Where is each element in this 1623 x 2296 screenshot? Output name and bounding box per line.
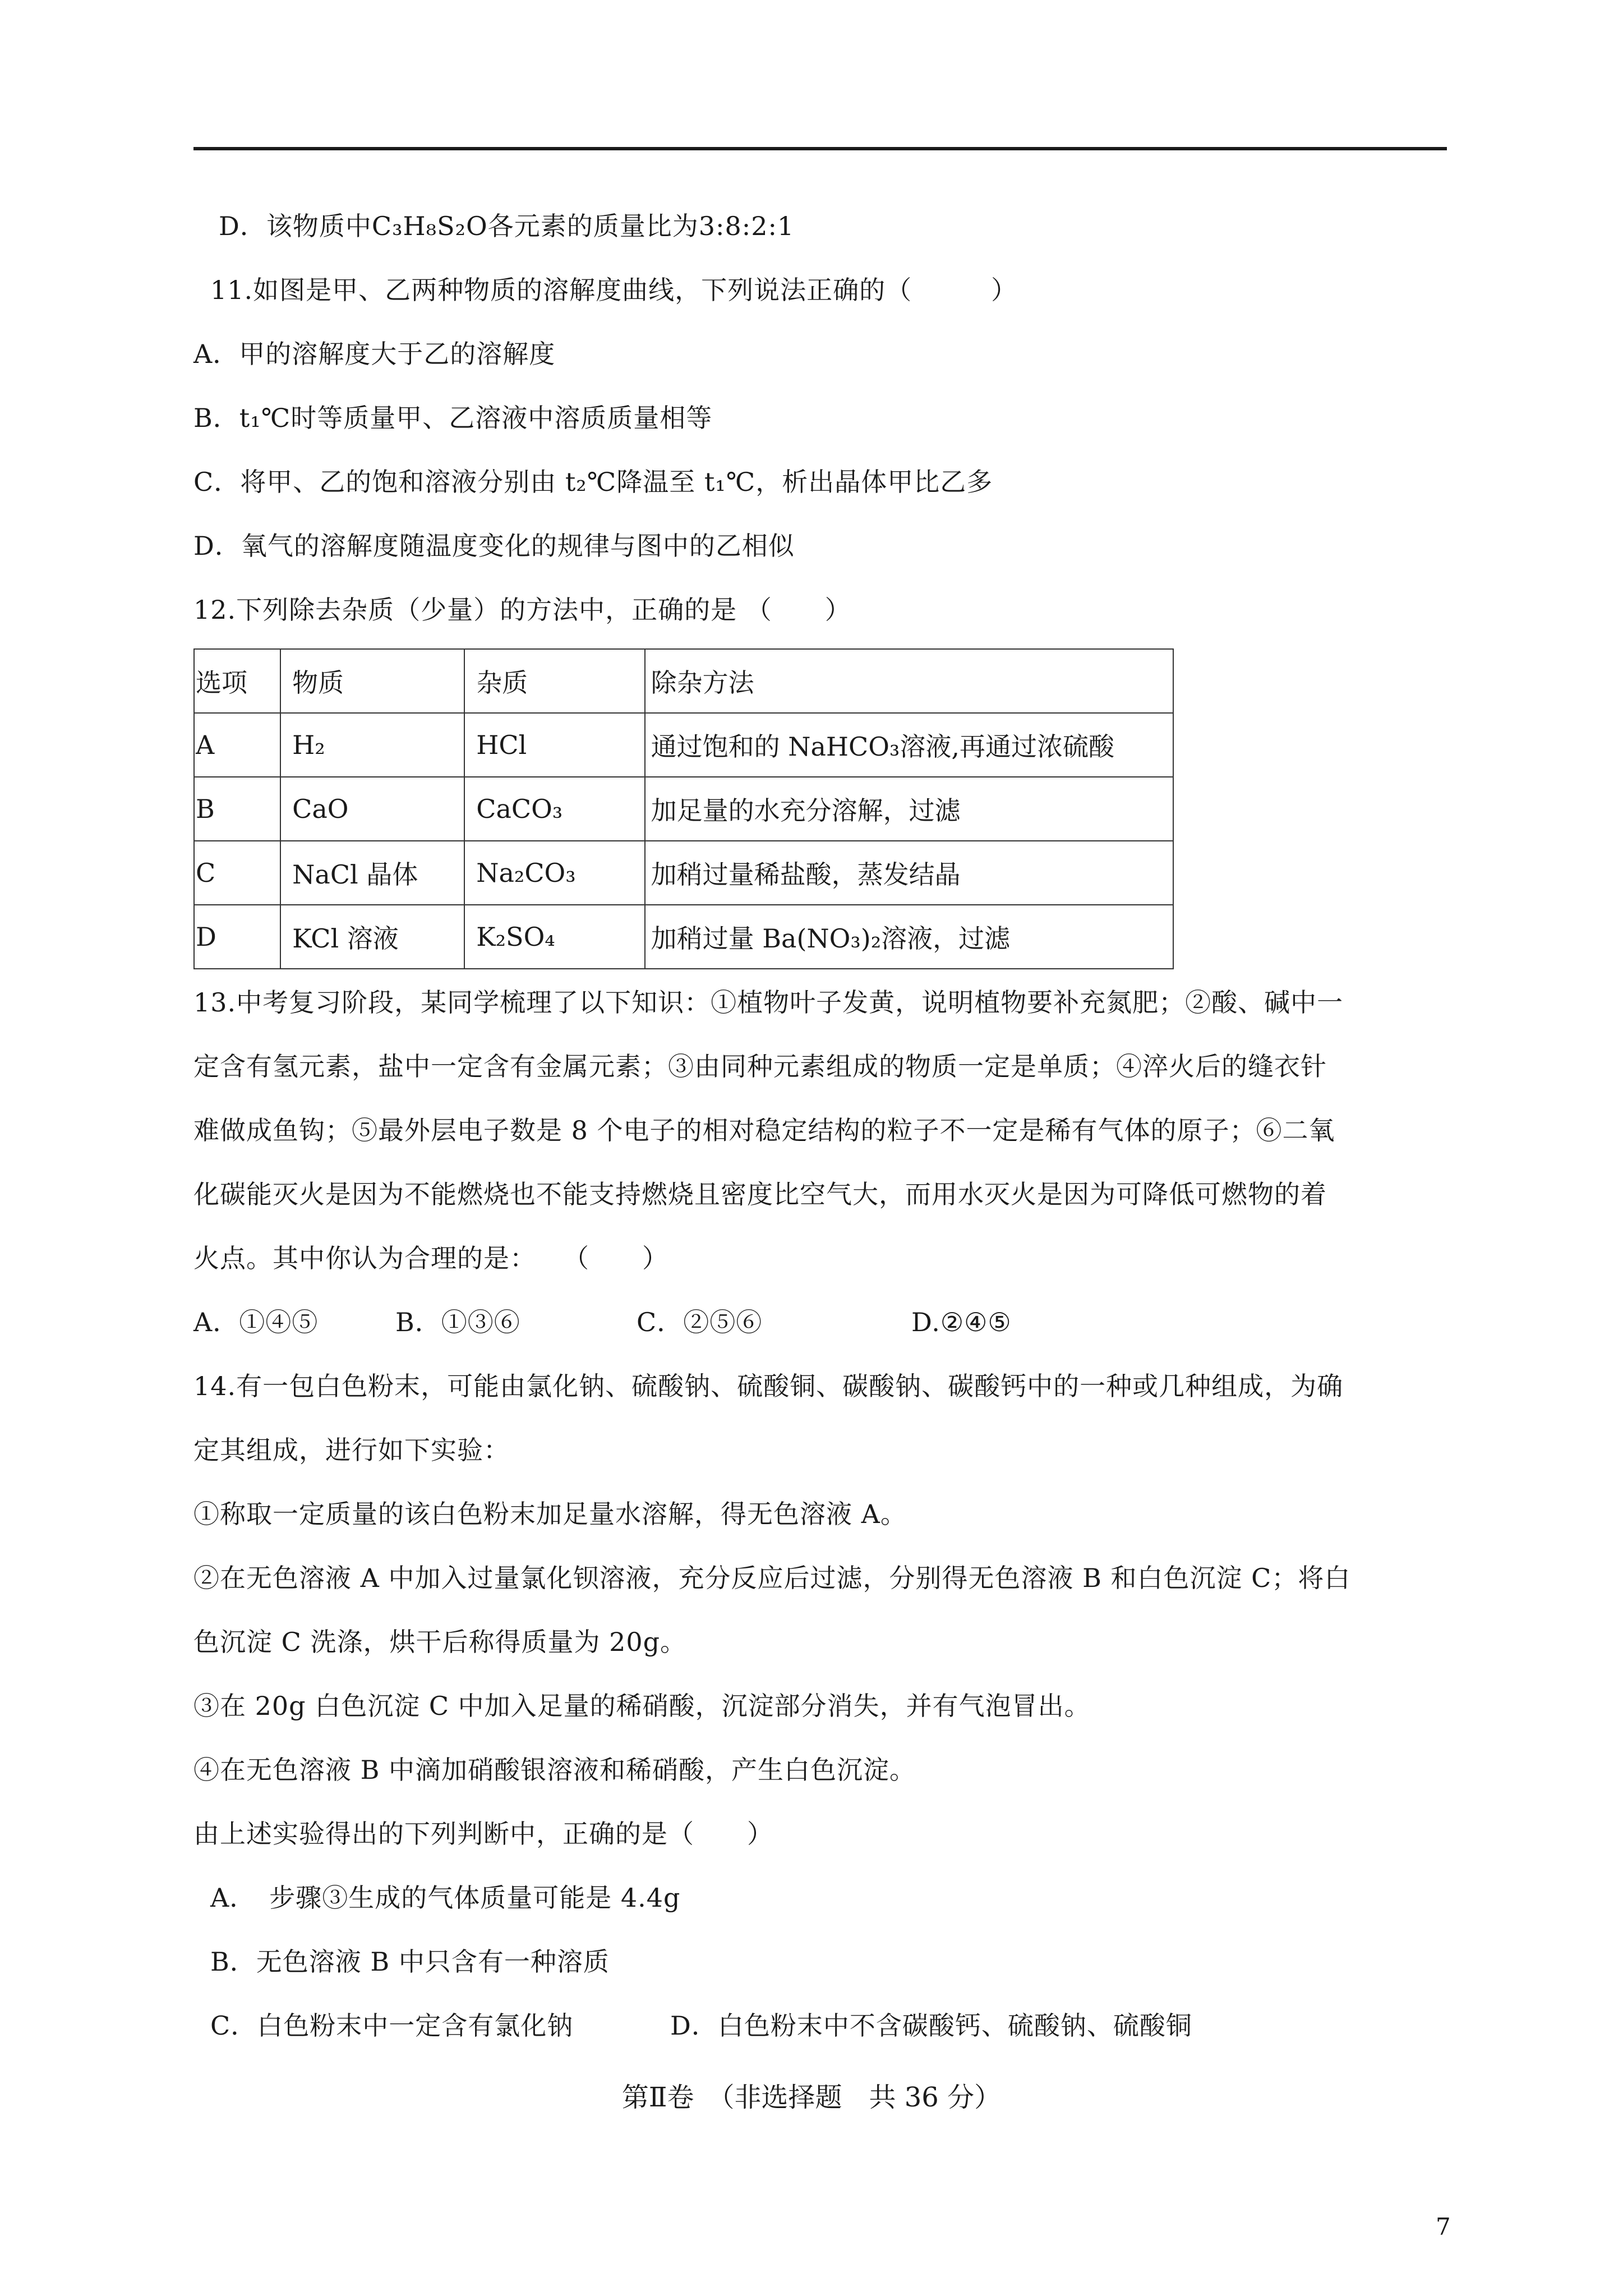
header-rule: [193, 147, 1447, 150]
q11-option-d: D．氧气的溶解度随温度变化的规律与图中的乙相似: [193, 531, 795, 561]
table-header-cell: 物质: [280, 649, 464, 713]
table-cell: H₂: [280, 713, 464, 777]
table-cell: 加足量的水充分溶解，过滤: [645, 777, 1173, 841]
q11-stem: 11.如图是甲、乙两种物质的溶解度曲线，下列说法正确的（ ）: [210, 275, 1018, 305]
q12-stem: 12.下列除去杂质（少量）的方法中，正确的是 （ ）: [193, 595, 851, 625]
q14-option-c: C．白色粉末中一定含有氯化钠: [210, 2010, 574, 2041]
q13-option-d: D.②④⑤: [911, 1307, 1012, 1337]
table-cell: 加稍过量 Ba(NO₃)₂溶液，过滤: [645, 905, 1173, 969]
table-cell: 通过饱和的 NaHCO₃溶液,再通过浓硫酸: [645, 713, 1173, 777]
table-cell: D: [194, 905, 280, 969]
q14-question: 由上述实验得出的下列判断中，正确的是（ ）: [193, 1819, 773, 1849]
q11-option-b: B．t₁℃时等质量甲、乙溶液中溶质质量相等: [193, 403, 713, 433]
q13-option-a: A．①④⑤: [193, 1307, 319, 1337]
q14-option-a: A． 步骤③生成的气体质量可能是 4.4g: [210, 1883, 681, 1913]
table-cell: CaO: [280, 777, 464, 841]
table-row: [194, 905, 1173, 969]
table-header-cell: 杂质: [464, 649, 644, 713]
q13-option-c: C．②⑤⑥: [637, 1307, 763, 1337]
q10-option-d: D．该物质中C₃H₈S₂O各元素的质量比为3:8:2:1: [219, 211, 795, 241]
q14-step-1: ①称取一定质量的该白色粉末加足量水溶解，得无色溶液 A。: [193, 1499, 907, 1529]
table-row: [194, 777, 1173, 841]
table-cell: Na₂CO₃: [464, 841, 644, 905]
impurity-removal-table: [193, 648, 1174, 969]
q14-step-2-line-2: 色沉淀 C 洗涤，烘干后称得质量为 20g。: [193, 1627, 687, 1657]
q13-options: [193, 1305, 1012, 1339]
q13-stem-line-1: 13.中考复习阶段，某同学梳理了以下知识：①植物叶子发黄，说明植物要补充氮肥；②酸、碱中一: [193, 987, 1344, 1018]
table-header-row: [194, 649, 1173, 713]
table-cell: K₂SO₄: [464, 905, 644, 969]
table-cell: KCl 溶液: [280, 905, 464, 969]
table-header-cell: 选项: [194, 649, 280, 713]
q13-stem-line-3: 难做成鱼钩；⑤最外层电子数是 8 个电子的相对稳定结构的粒子不一定是稀有气体的原子；⑥二氧: [193, 1115, 1335, 1145]
q14-step-4: ④在无色溶液 B 中滴加硝酸银溶液和稀硝酸，产生白色沉淀。: [193, 1755, 916, 1785]
table-row: [194, 841, 1173, 905]
q14-step-3: ③在 20g 白色沉淀 C 中加入足量的稀硝酸，沉淀部分消失，并有气泡冒出。: [193, 1691, 1091, 1721]
table-row: [194, 713, 1173, 777]
q14-options-cd: [210, 2009, 1192, 2042]
section-title: 第Ⅱ卷 （非选择题 共 36 分）: [621, 2082, 1002, 2113]
q14-stem-line-2: 定其组成，进行如下实验：: [193, 1435, 510, 1465]
table-cell: 加稍过量稀盐酸，蒸发结晶: [645, 841, 1173, 905]
q13-stem-line-5: 火点。其中你认为合理的是： （ ）: [193, 1243, 668, 1273]
table-cell: HCl: [464, 713, 644, 777]
table-cell: NaCl 晶体: [280, 841, 464, 905]
q13-stem-line-4: 化碳能灭火是因为不能燃烧也不能支持燃烧且密度比空气大，而用水灭火是因为可降低可燃物的着: [193, 1179, 1327, 1209]
q13-stem-line-2: 定含有氢元素，盐中一定含有金属元素；③由同种元素组成的物质一定是单质；④淬火后的缝衣针: [193, 1051, 1327, 1082]
q14-step-2-line-1: ②在无色溶液 A 中加入过量氯化钡溶液，充分反应后过滤，分别得无色溶液 B 和白色沉淀 C；将白: [193, 1563, 1351, 1593]
table-cell: CaCO₃: [464, 777, 644, 841]
table-cell: C: [194, 841, 280, 905]
table-header-cell: 除杂方法: [645, 649, 1173, 713]
q14-option-d: D．白色粉末中不含碳酸钙、硫酸钠、硫酸铜: [670, 2010, 1192, 2041]
table-cell: A: [194, 713, 280, 777]
q14-stem-line-1: 14.有一包白色粉末，可能由氯化钠、硫酸钠、硫酸铜、碳酸钠、碳酸钙中的一种或几种组成，为确: [193, 1371, 1344, 1401]
q14-option-b: B．无色溶液 B 中只含有一种溶质: [210, 1947, 610, 1977]
q11-option-a: A．甲的溶解度大于乙的溶解度: [193, 339, 556, 369]
q11-option-c: C．将甲、乙的饱和溶液分别由 t₂℃降温至 t₁℃，析出晶体甲比乙多: [193, 467, 993, 497]
table-cell: B: [194, 777, 280, 841]
page-number: 7: [1436, 2213, 1451, 2240]
q13-option-b: B．①③⑥: [395, 1307, 520, 1337]
